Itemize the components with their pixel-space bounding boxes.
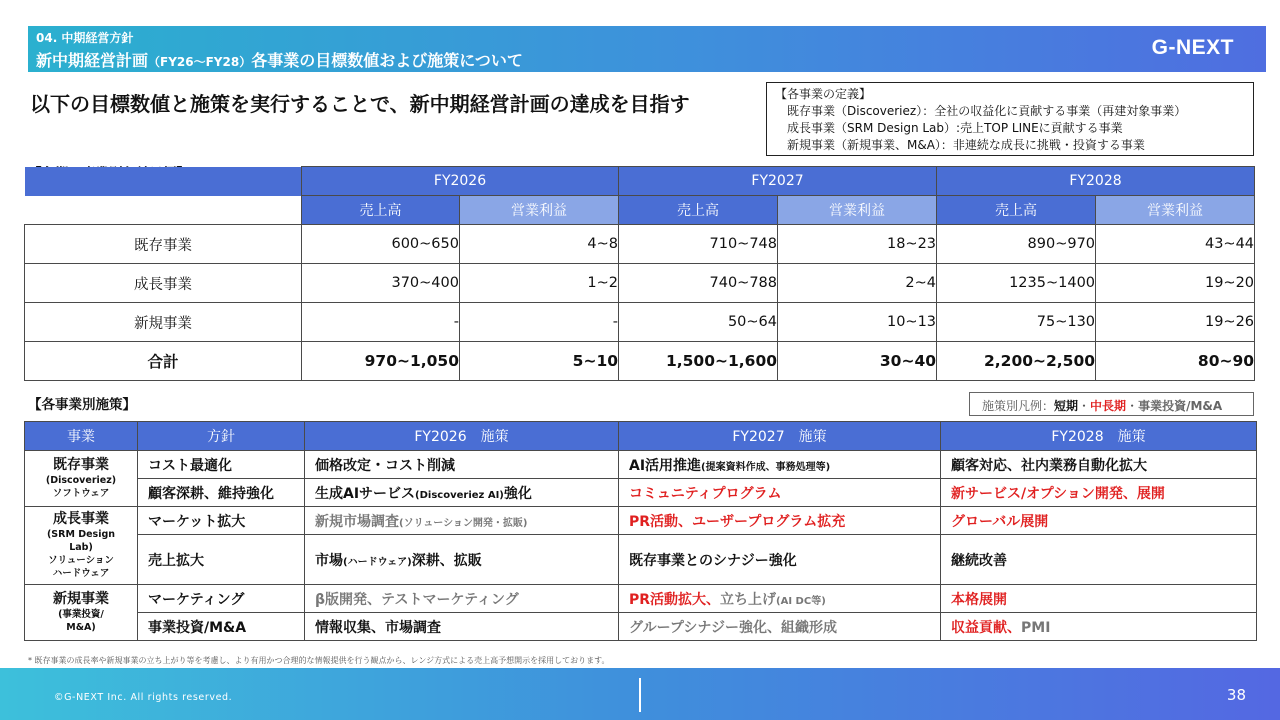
- value-cell: 19~26: [1096, 303, 1255, 342]
- measure-cell: 価格改定・コスト削減: [305, 451, 619, 479]
- title-rest: 各事業の目標数値および施策について: [251, 51, 523, 70]
- col-header: 事業: [25, 422, 138, 451]
- profit-header: 営業利益: [778, 196, 937, 225]
- measure-cell: グローバル展開: [941, 507, 1257, 535]
- measure-cell: [941, 613, 1257, 641]
- value-cell: 80~90: [1096, 342, 1255, 381]
- definitions-title: 【各事業の定義】: [775, 87, 872, 101]
- policy-cell: 売上拡大: [138, 535, 305, 585]
- measure-cell: β版開発、テストマーケティング: [305, 585, 619, 613]
- legend-sep: ・: [1126, 399, 1139, 413]
- value-cell: -: [302, 303, 460, 342]
- measure-cell: 継続改善: [941, 535, 1257, 585]
- measures-table: [24, 421, 1257, 641]
- measure-cell: [305, 507, 619, 535]
- profit-header: 営業利益: [460, 196, 619, 225]
- business-cell: [25, 585, 138, 641]
- business-sub: (SRM Design: [46, 529, 116, 540]
- measure-cell: [305, 479, 619, 507]
- policy-cell: マーケット拡大: [138, 507, 305, 535]
- total-row: [25, 342, 1255, 381]
- measure-note: (Discoveriez AI): [415, 489, 504, 501]
- value-cell: 890~970: [937, 225, 1096, 264]
- policy-cell: マーケティング: [138, 585, 305, 613]
- policy-cell: 顧客深耕、維持強化: [138, 479, 305, 507]
- business-sub: (Discoveriez): [45, 475, 117, 486]
- table-row: [25, 264, 1255, 303]
- value-cell: 18~23: [778, 225, 937, 264]
- value-cell: 710~748: [619, 225, 778, 264]
- measure-cell: コミュニティプログラム: [619, 479, 941, 507]
- measure-text: 強化: [503, 485, 532, 502]
- copyright: ©G-NEXT Inc. All rights reserved.: [54, 692, 233, 703]
- business-sub: ソフトウェア: [52, 488, 110, 499]
- header-bar: [28, 26, 1266, 72]
- table-row: [25, 507, 1257, 535]
- value-cell: 970~1,050: [302, 342, 460, 381]
- company-logo: G-NEXT: [1151, 36, 1234, 59]
- measure-text: 市場: [315, 552, 343, 569]
- sales-header: 売上高: [937, 196, 1096, 225]
- col-header: 方針: [138, 422, 305, 451]
- business-sub: Lab): [69, 542, 93, 553]
- measure-cell: [619, 451, 941, 479]
- legend-sep: ・: [1078, 399, 1091, 413]
- footnote: * 既存事業の成長率や新規事業の立ち上がり等を考慮し、より有用かつ合理的な情報提供を行う観点から、レンジ方式による売上高予想開示を採用しております。: [28, 656, 610, 665]
- measure-text: 収益貢献、: [951, 619, 1021, 636]
- col-header: FY2026 施策: [305, 422, 619, 451]
- value-cell: 370~400: [302, 264, 460, 303]
- measure-cell: 情報収集、市場調査: [305, 613, 619, 641]
- value-cell: -: [460, 303, 619, 342]
- business-sub: M&A): [66, 622, 96, 633]
- blank-cell: [25, 167, 302, 196]
- title-paren: （FY26〜FY28）: [148, 55, 252, 69]
- value-cell: 19~20: [1096, 264, 1255, 303]
- year-header: FY2026: [302, 167, 619, 196]
- table-row: [25, 585, 1257, 613]
- value-cell: 5~10: [460, 342, 619, 381]
- value-cell: 2,200~2,500: [937, 342, 1096, 381]
- business-name: 既存事業: [53, 457, 109, 473]
- title-main: 新中期経営計画: [36, 51, 149, 70]
- value-cell: 75~130: [937, 303, 1096, 342]
- row-name: 合計: [25, 342, 302, 381]
- measure-note: (ハードウェア): [343, 556, 412, 568]
- legend-box: [969, 392, 1254, 416]
- year-header: FY2027: [619, 167, 937, 196]
- sales-header: 売上高: [302, 196, 460, 225]
- measure-text: 深耕、拡販: [411, 552, 482, 569]
- row-name: 新規事業: [25, 303, 302, 342]
- measure-cell: 既存事業とのシナジー強化: [619, 535, 941, 585]
- value-cell: 10~13: [778, 303, 937, 342]
- value-cell: 1~2: [460, 264, 619, 303]
- legend-short: 短期: [1054, 399, 1079, 413]
- measure-text: PR活動拡大、: [629, 591, 721, 608]
- definitions-box: [766, 82, 1254, 156]
- measure-cell: [305, 535, 619, 585]
- value-cell: 30~40: [778, 342, 937, 381]
- policy-cell: コスト最適化: [138, 451, 305, 479]
- measure-cell: 本格展開: [941, 585, 1257, 613]
- definition-line: 新規事業（新規事業、M&A）：非連続な成長に挑戦・投資する事業: [787, 138, 1145, 152]
- measures-section-title: 【各事業別施策】: [28, 397, 136, 413]
- sales-header: 売上高: [619, 196, 778, 225]
- section-label: 04. 中期経営方針: [36, 31, 134, 45]
- measure-cell: 顧客対応、社内業務自動化拡大: [941, 451, 1257, 479]
- measure-text: PMI: [1021, 619, 1051, 636]
- measure-text: 生成AIサービス: [315, 485, 416, 502]
- measure-cell: グループシナジー強化、組織形成: [619, 613, 941, 641]
- value-cell: 2~4: [778, 264, 937, 303]
- definition-line: 成長事業（SRM Design Lab）:売上TOP LINEに貢献する事業: [787, 121, 1123, 135]
- measure-cell: [619, 585, 941, 613]
- headline: 以下の目標数値と施策を実行することで、新中期経営計画の達成を目指す: [30, 92, 690, 116]
- footer-bar: [0, 668, 1280, 720]
- business-sub: ソリューション: [48, 555, 114, 566]
- legend-prefix: 施策別凡例：: [982, 399, 1055, 413]
- page-title: [36, 48, 523, 71]
- table-row: [25, 303, 1255, 342]
- value-cell: 740~788: [619, 264, 778, 303]
- business-sub: ハードウェア: [52, 568, 110, 579]
- profit-header: 営業利益: [1096, 196, 1255, 225]
- value-cell: 4~8: [460, 225, 619, 264]
- measure-note: (AI DC等): [776, 595, 826, 607]
- table-row: [25, 451, 1257, 479]
- value-cell: 1235~1400: [937, 264, 1096, 303]
- definition-line: 既存事業（Discoveriez）：全社の収益化に貢献する事業（再建対象事業）: [787, 104, 1187, 118]
- legend-mid: 中長期: [1090, 399, 1127, 413]
- measure-cell: PR活動、ユーザープログラム拡充: [619, 507, 941, 535]
- col-header: FY2028 施策: [941, 422, 1257, 451]
- page-number: 38: [1226, 686, 1246, 704]
- table-row: [25, 613, 1257, 641]
- legend-investment: 事業投資/M&A: [1138, 399, 1223, 413]
- measure-text: AI活用推進: [629, 457, 702, 474]
- business-name: 成長事業: [53, 511, 109, 527]
- business-name: 新規事業: [53, 591, 109, 607]
- business-cell: [25, 451, 138, 507]
- value-cell: 600~650: [302, 225, 460, 264]
- value-cell: 43~44: [1096, 225, 1255, 264]
- value-cell: 1,500~1,600: [619, 342, 778, 381]
- col-header: FY2027 施策: [619, 422, 941, 451]
- value-cell: 50~64: [619, 303, 778, 342]
- policy-cell: 事業投資/M&A: [138, 613, 305, 641]
- table-row: [25, 535, 1257, 585]
- row-name: 成長事業: [25, 264, 302, 303]
- measure-note: (ソリューション開発・拡販): [399, 517, 528, 529]
- year-header: FY2028: [937, 167, 1255, 196]
- business-cell: [25, 507, 138, 585]
- table-row: [25, 479, 1257, 507]
- business-sub: (事業投資/: [58, 609, 104, 620]
- blank-cell: [25, 196, 302, 225]
- table-row: [25, 225, 1255, 264]
- measure-cell: 新サービス/オプション開発、展開: [941, 479, 1257, 507]
- measure-note: (提案資料作成、事務処理等): [701, 461, 831, 473]
- measure-text: 立ち上げ: [720, 591, 777, 608]
- revenue-table: [24, 166, 1255, 381]
- footer-divider: [639, 678, 641, 712]
- measure-text: 新規市場調査: [315, 513, 399, 530]
- row-name: 既存事業: [25, 225, 302, 264]
